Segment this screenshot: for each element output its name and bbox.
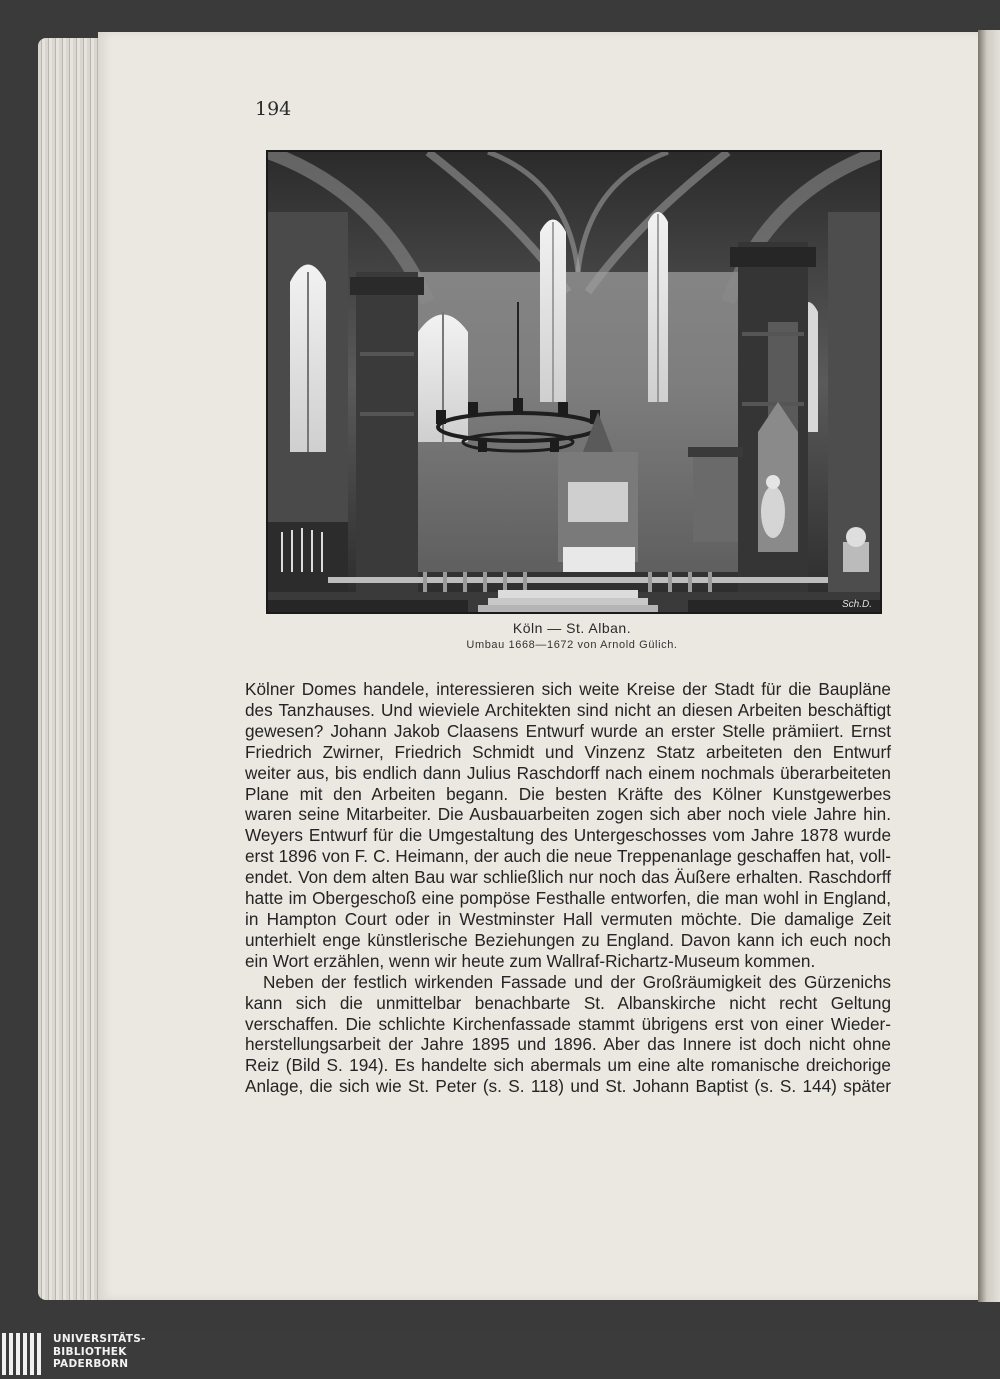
photo-signature: Sch.D. bbox=[842, 599, 873, 610]
text-line: Friedrich Zwirner, Friedrich Schmidt und Vinzenz Statz arbeiteten den Entwurf bbox=[245, 741, 891, 762]
text-line: Anlage, die sich wie St. Peter (s. S. 118) und St. Johann Baptist (s. S. 144) später bbox=[245, 1076, 891, 1097]
text-line: in Hampton Court oder in Westminster Hall vermuten möchte. Die damalige Zeit bbox=[245, 908, 891, 929]
text-line: hatte im Obergeschoß eine pompöse Festhalle entworfen, die man wohl in England, bbox=[245, 888, 891, 909]
library-footer-bar bbox=[0, 1330, 1000, 1379]
text-line: Kölner Domes handele, interessieren sich weite Kreise der Stadt für die Baupläne bbox=[245, 679, 891, 699]
church-interior-illustration bbox=[268, 152, 880, 612]
logo-line-2: BIBLIOTHEK bbox=[53, 1345, 127, 1358]
text-line: waren seine Mitarbeiter. Die Ausbauarbeiten zogen sich aber noch viele Jahre hin. bbox=[245, 804, 891, 825]
text-line: verschaffen. Die schlichte Kirchenfassade stammt übrigens erst von einer Wieder- bbox=[245, 1013, 891, 1034]
text-line: gewesen? Johann Jakob Claasens Entwurf wurde an erster Stelle prämiiert. Ernst bbox=[245, 720, 891, 741]
page-number: 194 bbox=[255, 98, 292, 120]
text-line: unterhielt enge künstlerische Beziehungen zu England. Davon kann ich euch noch bbox=[245, 929, 891, 950]
figure-title: Köln — St. Alban. bbox=[512, 620, 632, 636]
logo-line-1: UNIVERSITÄTS- bbox=[53, 1333, 146, 1345]
text-line: Neben der festlich wirkenden Fassade und der Großräumigkeit des Gürzenichs bbox=[263, 971, 891, 992]
body-text bbox=[245, 679, 891, 1097]
figure-subtitle: Umbau 1668—1672 von Arnold Gülich. bbox=[466, 639, 678, 651]
text-line: herstellungsarbeit der Jahre 1895 und 1896. Aber das Innere ist doch nicht ohne bbox=[245, 1034, 891, 1055]
text-line: erst 1896 von F. C. Heimann, der auch die neue Treppenanlage geschaffen hat, voll- bbox=[245, 846, 891, 867]
church-interior-photo bbox=[266, 150, 882, 614]
text-line: Plane mit den Arbeiten begann. Die besten Kräfte des Kölner Kunstgewerbes bbox=[245, 783, 891, 804]
facing-page-edge bbox=[978, 30, 1000, 1302]
text-line: Weyers Entwurf für die Umgestaltung des Untergeschosses vom Jahre 1878 wurde bbox=[245, 825, 891, 846]
text-line: ein Wort erzählen, wenn wir heute zum Wallraf-Richartz-Museum kommen. bbox=[245, 950, 816, 971]
library-logo-icon bbox=[2, 1333, 46, 1375]
text-line: endet. Von dem alten Bau war schließlich nur noch das Äußere erhalten. Raschdorff bbox=[245, 867, 891, 888]
text-line: weiter aus, bis endlich dann Julius Raschdorff nach einem nochmals überarbeiteten bbox=[245, 762, 891, 783]
logo-line-3: PADERBORN bbox=[53, 1358, 129, 1370]
library-logo-text bbox=[53, 1333, 146, 1371]
text-line: Reiz (Bild S. 194). Es handelte sich abermals um eine alte romanische dreichorige bbox=[245, 1055, 891, 1076]
text-line: kann sich die unmittelbar benachbarte St. Albanskirche nicht recht Geltung bbox=[245, 992, 891, 1013]
text-line: des Tanzhauses. Und wieviele Architekten sind nicht an diesen Arbeiten beschäftigt bbox=[245, 699, 891, 720]
